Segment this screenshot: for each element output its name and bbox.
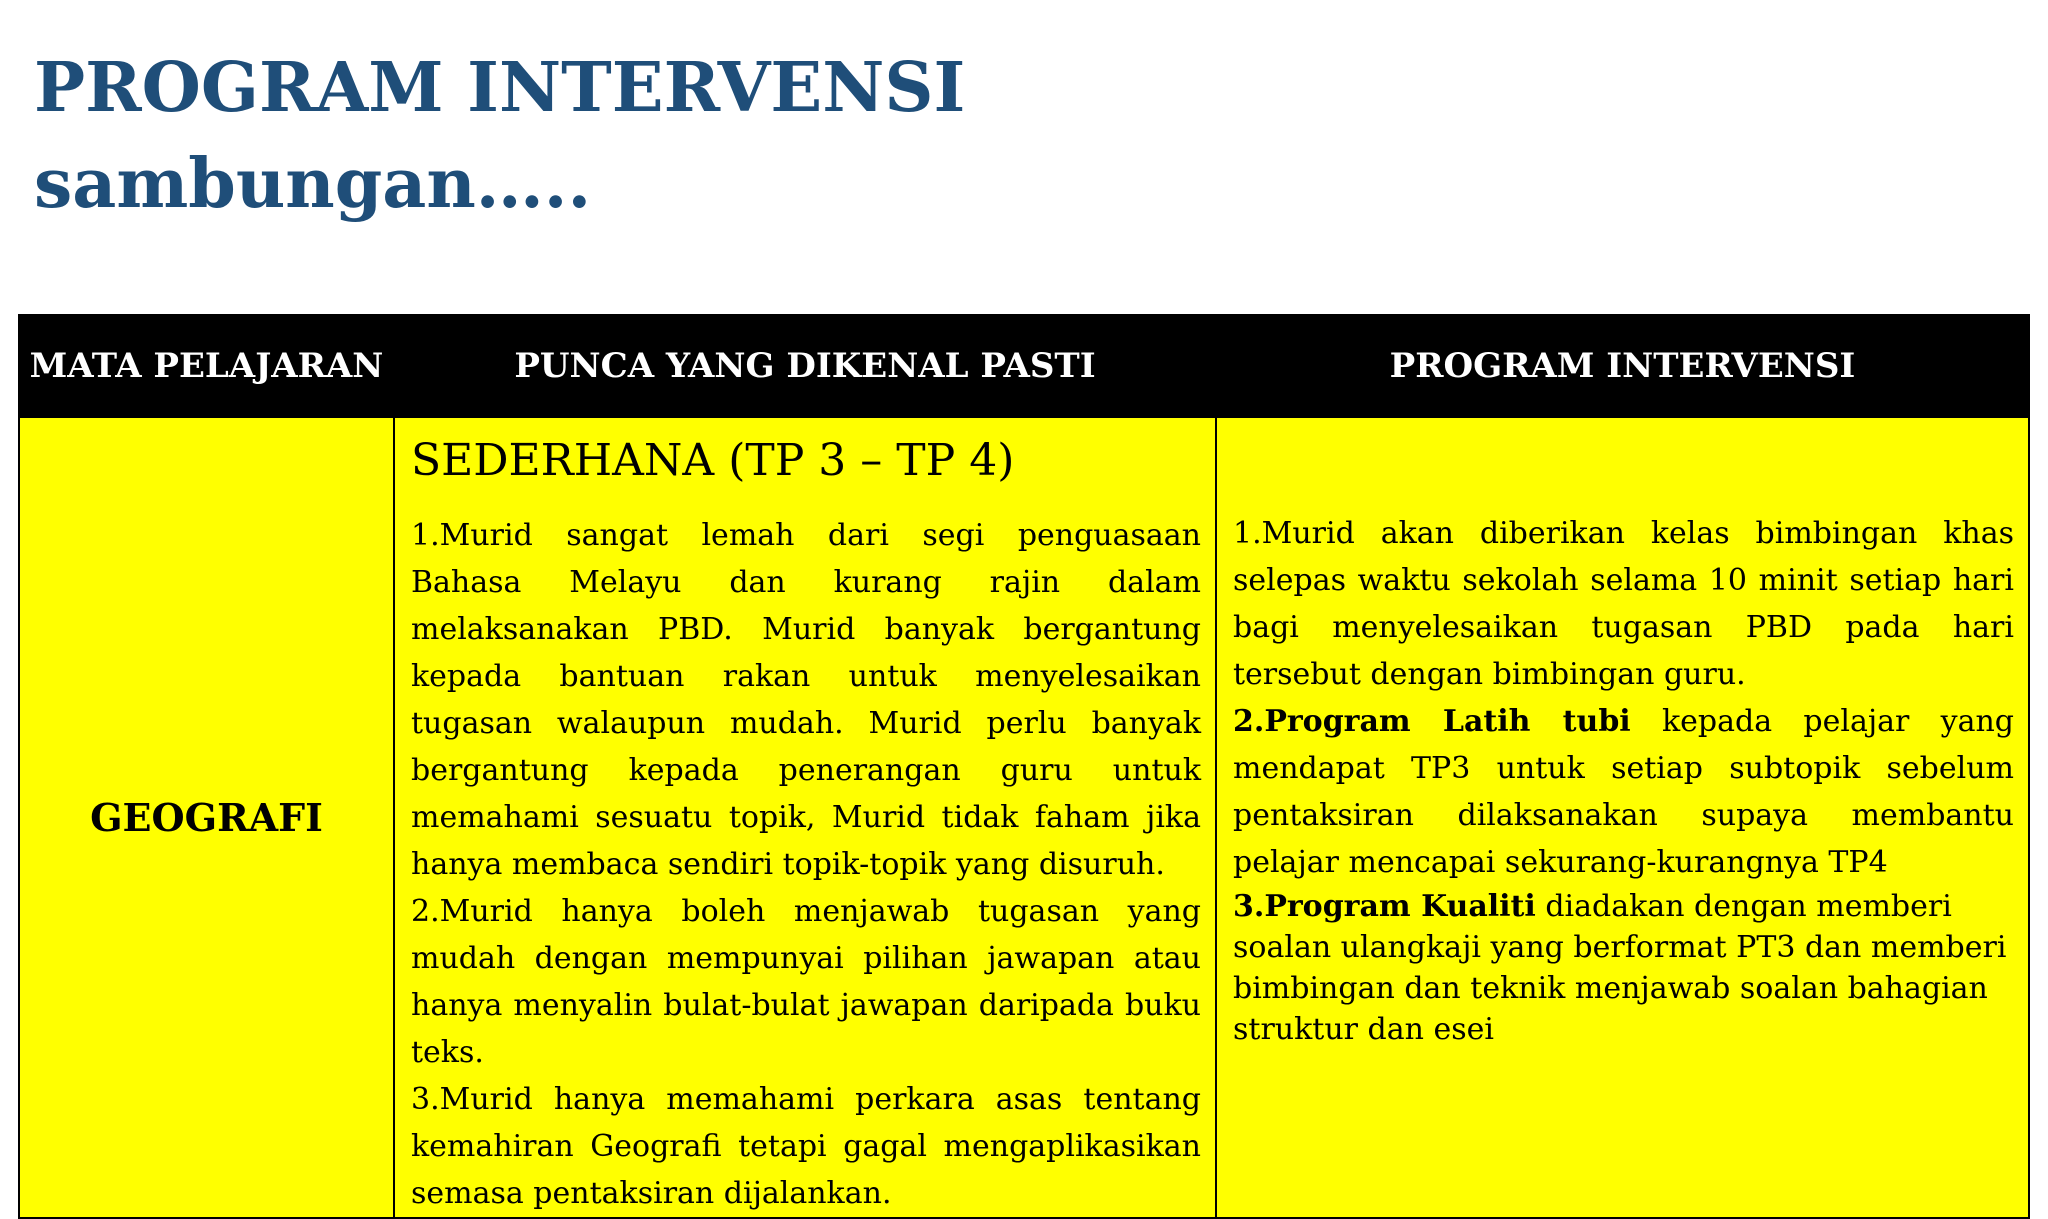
causes-cell [394, 417, 1216, 1218]
interventions-cell [1216, 417, 2029, 1218]
subject-name: GEOGRAFI [90, 795, 323, 840]
subject-cell [19, 417, 394, 1218]
intervention-item-1: 1.Murid akan diberikan kelas bimbingan khas selepas waktu sekolah selama 10 minit setiap hari bagi menyelesaikan tugasan PBD pada hari tersebut dengan bimbingan guru. [1233, 516, 2014, 692]
intervention-item-3 [1233, 886, 2014, 1050]
header-program-intervensi: PROGRAM INTERVENSI [1216, 315, 2029, 417]
page-title [34, 40, 965, 232]
cause-item-1: 1.Murid sangat lemah dari segi penguasaan Bahasa Melayu dan kurang rajin dalam melaksanakan PBD. Murid banyak bergantung kepada bantuan rakan untuk menyelesaikan tugasan walaupun mudah. Murid perlu banyak bergantung kepada penerangan guru untuk memahami sesuatu topik, Murid tidak faham jika hanya membaca sendiri topik-topik yang disuruh. [411, 518, 1201, 882]
intervention-item-2-title: 2.Program Latih tubi [1233, 704, 1631, 739]
header-punca: PUNCA YANG DIKENAL PASTI [394, 315, 1216, 417]
page-title-line-1: PROGRAM INTERVENSI [34, 48, 966, 128]
level-heading: SEDERHANA (TP 3 – TP 4) [411, 435, 1015, 486]
cause-item-2: 2.Murid hanya boleh menjawab tugasan yang mudah dengan mempunyai pilihan jawapan atau hanya menyalin bulat-bulat jawapan daripada buku teks. [411, 894, 1201, 1070]
intervention-item-3-text: diadakan dengan memberi soalan ulangkaji yang berformat PT3 dan memberi bimbingan dan teknik menjawab soalan bahagian struktur dan esei [1233, 889, 2007, 1047]
intervention-item-2-text: kepada pelajar yang mendapat TP3 untuk setiap subtopik sebelum pentaksiran dilaksanakan supaya membantu pelajar mencapai sekurang-kurangnya TP4 [1233, 704, 2015, 880]
cause-item-3: 3.Murid hanya memahami perkara asas tentang kemahiran Geografi tetapi gagal mengaplikasikan semasa pentaksiran dijalankan. [411, 1082, 1201, 1211]
page-title-line-2: sambungan….. [34, 144, 592, 224]
intervention-table [18, 314, 2030, 1219]
intervention-item-3-title: 3.Program Kualiti [1233, 889, 1536, 924]
intervention-item-2 [1233, 698, 2014, 886]
table-row [19, 417, 2029, 1218]
header-mata-pelajaran: MATA PELAJARAN [19, 315, 394, 417]
table-header-row [19, 315, 2029, 417]
